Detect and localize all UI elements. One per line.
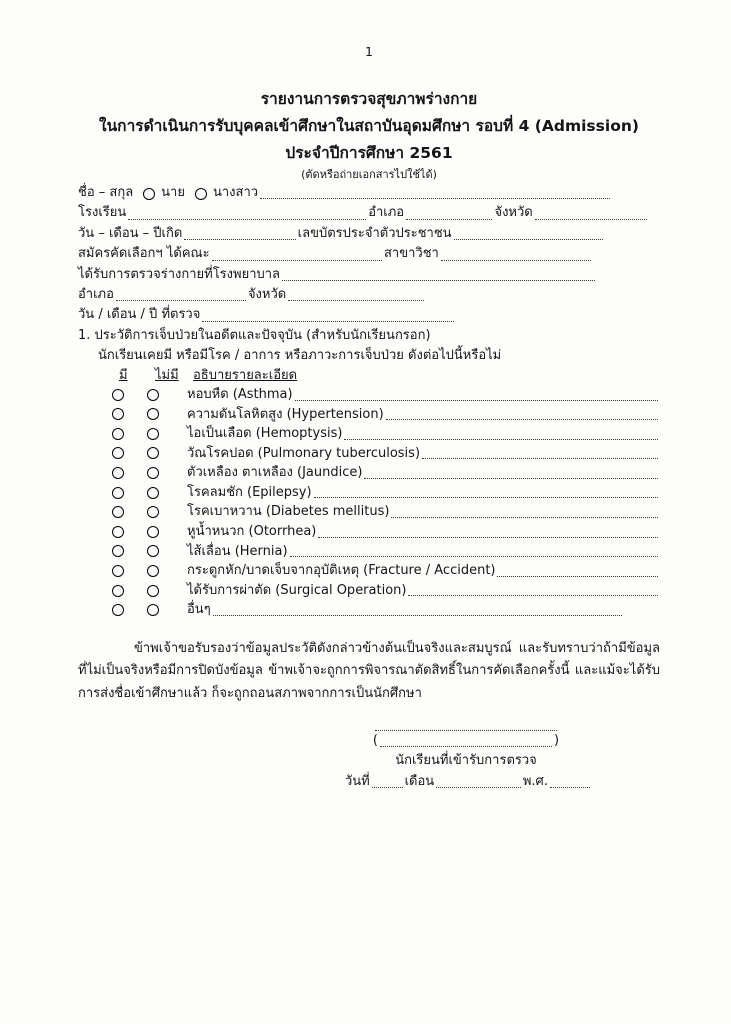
signature-name-row — [340, 731, 592, 751]
condition-label: ความดันโลหิตสูง (Hypertension) — [187, 406, 384, 422]
day-label: วันที่ — [345, 773, 370, 789]
condition-row-surgical-operation — [78, 581, 660, 601]
radio-yes-fracture-accident[interactable] — [112, 565, 124, 577]
detail-field-epilepsy[interactable] — [314, 497, 658, 498]
radio-yes-hemoptysis[interactable] — [112, 428, 124, 440]
detail-field-fracture-accident[interactable] — [497, 576, 658, 577]
citizen-id-field[interactable] — [454, 239, 603, 240]
birth-label: วัน – เดือน – ปีเกิด — [78, 225, 183, 241]
condition-row-other — [78, 600, 660, 620]
radio-yes-tuberculosis[interactable] — [112, 447, 124, 459]
condition-row-otorrhea — [78, 522, 660, 542]
radio-no-jaundice[interactable] — [147, 467, 159, 479]
month-label: เดือน — [404, 773, 435, 789]
paren-open: ( — [372, 732, 378, 748]
condition-label: อื่นๆ — [187, 602, 211, 618]
birth-line — [78, 224, 605, 244]
condition-row-fracture-accident — [78, 561, 660, 581]
condition-row-asthma — [78, 385, 660, 405]
exam-date-field[interactable] — [202, 321, 454, 322]
condition-label: โรคลมชัก (Epilepsy) — [187, 484, 312, 500]
condition-table-header — [78, 367, 660, 385]
radio-yes-asthma[interactable] — [112, 389, 124, 401]
faculty-field[interactable] — [212, 260, 382, 261]
radio-yes-otorrhea[interactable] — [112, 526, 124, 538]
hospital-line — [78, 265, 597, 285]
radio-no-otorrhea[interactable] — [147, 526, 159, 538]
hospital-field[interactable] — [282, 280, 595, 281]
column-no: ไม่มี — [155, 367, 179, 383]
mr-label: นาย — [161, 184, 185, 200]
radio-yes-other[interactable] — [112, 604, 124, 616]
condition-label: ตัวเหลือง ตาเหลือง (Jaundice) — [187, 465, 363, 481]
radio-no-hypertension[interactable] — [147, 408, 159, 420]
condition-label: หูน้ำหนวก (Otorrhea) — [187, 524, 317, 540]
detail-field-other[interactable] — [213, 615, 622, 616]
name-field[interactable] — [260, 198, 610, 199]
name-line — [78, 183, 660, 203]
title-line-1: รายงานการตรวจสุขภาพร่างกาย — [260, 90, 478, 108]
condition-row-jaundice — [78, 463, 660, 483]
condition-row-diabetes — [78, 502, 660, 522]
year-label: พ.ศ. — [522, 773, 548, 789]
major-label: สาขาวิชา — [383, 246, 439, 262]
radio-yes-surgical-operation[interactable] — [112, 585, 124, 597]
condition-label: กระดูกหัก/บาดเจ็บจากอุบัติเหตุ (Fracture / Accident) — [187, 563, 496, 579]
radio-no-hemoptysis[interactable] — [147, 428, 159, 440]
exam-district-label: อำเภอ — [78, 286, 114, 302]
detail-field-hemoptysis[interactable] — [344, 439, 658, 440]
detail-field-otorrhea[interactable] — [318, 537, 658, 538]
title-line-3: ประจำปีการศึกษา 2561 — [285, 144, 453, 162]
radio-no-hernia[interactable] — [147, 545, 159, 557]
school-field[interactable] — [128, 219, 366, 220]
detail-field-diabetes[interactable] — [391, 517, 658, 518]
radio-yes-hernia[interactable] — [112, 545, 124, 557]
radio-no-surgical-operation[interactable] — [147, 585, 159, 597]
district-label: อำเภอ — [368, 205, 405, 221]
condition-row-tuberculosis — [78, 444, 660, 464]
detail-field-asthma[interactable] — [295, 400, 658, 401]
radio-no-asthma[interactable] — [147, 389, 159, 401]
radio-title-mr[interactable] — [143, 188, 155, 200]
sign-date-day-field[interactable] — [372, 787, 403, 788]
paren-close: ) — [554, 732, 560, 748]
condition-label: โรคเบาหวาน (Diabetes mellitus) — [187, 504, 390, 520]
detail-field-hypertension[interactable] — [386, 419, 658, 420]
condition-label: ไส้เลื่อน (Hernia) — [187, 543, 288, 559]
condition-label: ไอเป็นเลือด (Hemoptysis) — [187, 426, 343, 442]
condition-row-hypertension — [78, 405, 660, 425]
radio-yes-diabetes[interactable] — [112, 506, 124, 518]
birthdate-field[interactable] — [184, 239, 295, 240]
radio-yes-epilepsy[interactable] — [112, 487, 124, 499]
hospital-label: ได้รับการตรวจร่างกายที่โรงพยาบาล — [78, 266, 281, 282]
faculty-line — [78, 244, 593, 264]
province-label: จังหวัด — [494, 205, 533, 221]
radio-no-epilepsy[interactable] — [147, 487, 159, 499]
radio-title-miss[interactable] — [195, 188, 207, 200]
exam-province-field[interactable] — [288, 300, 424, 301]
condition-row-hemoptysis — [78, 424, 660, 444]
school-label: โรงเรียน — [78, 205, 127, 221]
exam-province-label: จังหวัด — [247, 286, 287, 302]
signature-line[interactable] — [375, 718, 557, 731]
detail-field-jaundice[interactable] — [364, 478, 658, 479]
sign-date-month-field[interactable] — [436, 787, 521, 788]
signature-name-field[interactable] — [380, 746, 552, 747]
district-field[interactable] — [406, 219, 492, 220]
miss-label: นางสาว — [212, 184, 259, 200]
apply-label: สมัครคัดเลือกฯ ได้คณะ — [78, 246, 210, 262]
radio-yes-hypertension[interactable] — [112, 408, 124, 420]
radio-no-other[interactable] — [147, 604, 159, 616]
citizen-id-label: เลขบัตรประจำตัวประชาชน — [297, 225, 452, 241]
title-note: (ตัดหรือถ่ายเอกสารไปใช้ได้) — [301, 168, 437, 181]
signatory-role: นักเรียนที่เข้ารับการตรวจ — [395, 753, 537, 768]
detail-field-surgical-operation[interactable] — [408, 595, 658, 596]
radio-no-fracture-accident[interactable] — [147, 565, 159, 577]
column-yes: มี — [119, 367, 128, 383]
column-description: อธิบายรายละเอียด — [193, 367, 298, 383]
exam-date-line — [78, 305, 660, 325]
exam-district-field[interactable] — [116, 300, 246, 301]
exam-date-label: วัน / เดือน / ปี ที่ตรวจ — [78, 307, 201, 323]
page-number: 1 — [365, 44, 373, 59]
condition-label: หอบหืด (Asthma) — [187, 386, 293, 402]
province-field[interactable] — [535, 219, 647, 220]
signature-block — [340, 718, 592, 792]
radio-no-tuberculosis[interactable] — [147, 447, 159, 459]
title-line-2: ในการดำเนินการรับบุคคลเข้าศึกษาในสถาบันอุดมศึกษา รอบที่ 4 (Admission) — [99, 117, 639, 135]
detail-field-hernia[interactable] — [290, 556, 658, 557]
condition-row-epilepsy — [78, 483, 660, 503]
condition-label: วัณโรคปอด (Pulmonary tuberculosis) — [187, 445, 421, 461]
declaration-paragraph: ข้าพเจ้าขอรับรองว่าข้อมูลประวัติดังกล่าวข้างต้นเป็นจริงและสมบูรณ์ และรับทราบว่าถ้ามีข้อมูลที่ไม่เป็นจริงหรือมีการปิดบังข้อมูล ข้าพเจ้าจะถูกการพิจารณาตัดสิทธิ์ในการคัดเลือกครั้งนี้ และแม้จะได้รับการส่งชื่อเข้าศึกษาแล้ว ก็จะถูกถอนสภาพจากการเป็นนักศึกษา — [78, 641, 660, 701]
major-field[interactable] — [441, 260, 591, 261]
name-label: ชื่อ – สกุล — [78, 184, 134, 200]
signature-date-row — [345, 771, 592, 792]
condition-label: ได้รับการผ่าตัด (Surgical Operation) — [187, 582, 407, 598]
sign-date-year-field[interactable] — [550, 787, 590, 788]
radio-no-diabetes[interactable] — [147, 506, 159, 518]
document-title — [78, 86, 660, 183]
condition-row-hernia — [78, 542, 660, 562]
radio-yes-jaundice[interactable] — [112, 467, 124, 479]
detail-field-tuberculosis[interactable] — [422, 458, 658, 459]
school-line — [78, 203, 660, 223]
exam-location-line — [78, 285, 660, 305]
section1-subheading: นักเรียนเคยมี หรือมีโรค / อาการ หรือภาวะการเจ็บป่วย ดังต่อไปนี้หรือไม่ — [98, 348, 502, 364]
section1-heading: 1. ประวัติการเจ็บป่วยในอดีตและปัจจุบัน (สำหรับนักเรียนกรอก) — [78, 327, 431, 343]
